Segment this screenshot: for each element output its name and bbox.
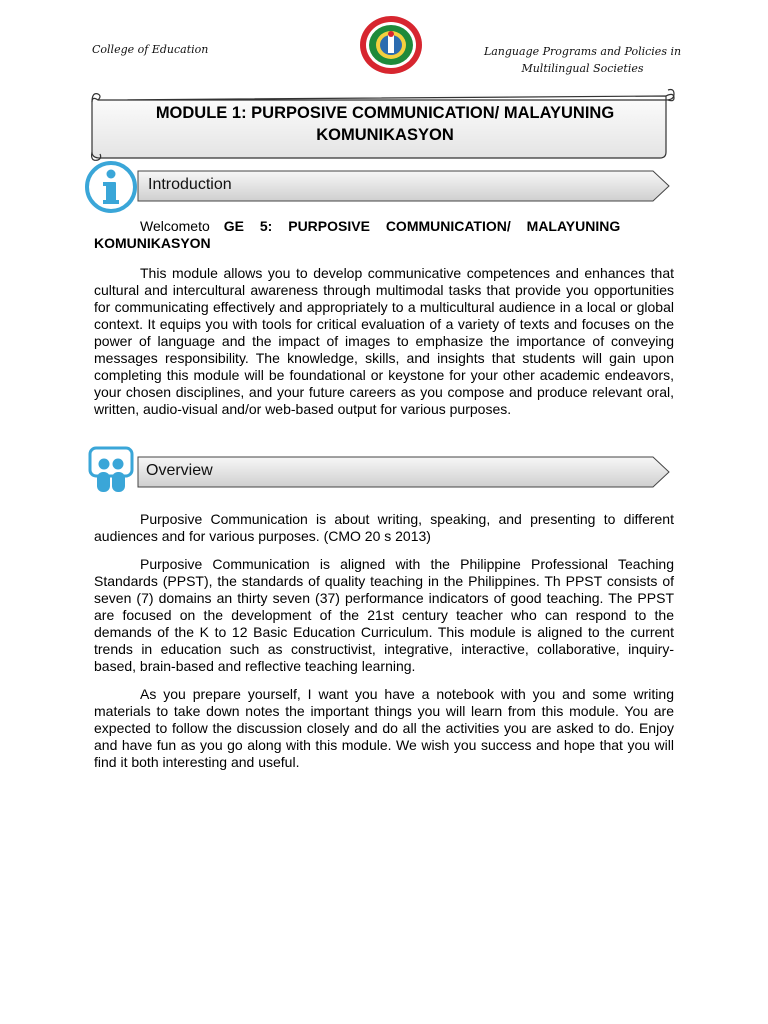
overview-paragraph-2: Purposive Communication is aligned with the Philippine Professional Teaching Standards (PPST), the standards of quality teaching in the Philippines. Th PPST consists of seven (7) domains an thirty seven (37) performance indicators of good teaching. The PPST are focused on the development of the 21st century teacher who can respond to the demands of the K to 12 Basic Education Curriculum. This module is aligned to the current trends in education such as constructivist, integrative, interactive, collaborative, inquiry-based, brain-based and reflective teaching learning. — [94, 556, 674, 674]
overview-paragraph-3: As you prepare yourself, I want you have a notebook with you and some writing materials to take down notes the important things you will learn from this module. You are expected to follow the discussion closely and do all the activities you are asked to do. Enjoy and have fun as you go along with this module. We wish you success and hope that you will find it both interesting and useful. — [94, 686, 674, 770]
module-title-line1: MODULE 1: PURPOSIVE COMMUNICATION/ MALAYUNING — [155, 104, 615, 122]
module-title — [100, 102, 670, 146]
overview-banner — [137, 456, 671, 488]
header-course-line2: Multilingual Societies — [521, 62, 644, 75]
overview-heading: Overview — [146, 462, 213, 479]
welcome-word: Welcome — [140, 218, 199, 234]
introduction-paragraph: This module allows you to develop communicative competences and enhances that cultural and intercultural awareness through multimodal tasks that provide you opportunities for communicating effectively and appropriately to a multicultural audience in a local or global context. It equips you with tools for critical evaluation of a variety of texts and focuses on the power of language and the impact of images to emphasize the importance of conveying messages responsibility. The knowledge, skills, and insights that students will gain upon completing this module will be foundational or keystone for your other academic endeavors, your chosen disciplines, and your future careers as you compose and produce relevant oral, written, audio-visual and/or web-based output for various purposes. — [94, 265, 674, 417]
header-course-line1: Language Programs and Policies in — [483, 45, 682, 58]
welcome-to: to — [198, 218, 210, 234]
welcome-paragraph — [94, 218, 674, 252]
info-icon — [84, 160, 138, 214]
overview-paragraph-1: Purposive Communication is about writing, speaking, and presenting to different audiences and for various purposes. (CMO 20 s 2013) — [94, 511, 674, 544]
header-course — [470, 43, 695, 77]
welcome-course — [210, 218, 674, 235]
header-college: College of Education — [92, 43, 209, 56]
welcome-course-line2: KOMUNIKASYON — [94, 235, 211, 251]
welcome-line — [94, 218, 674, 235]
module-title-line2: KOMUNIKASYON — [316, 126, 454, 144]
welcome-course-text: GE 5: PURPOSIVE COMMUNICATION/ MALAYUNING — [223, 218, 621, 234]
introduction-heading: Introduction — [148, 176, 232, 193]
college-seal-logo — [359, 15, 423, 75]
presentation-icon — [88, 446, 134, 496]
